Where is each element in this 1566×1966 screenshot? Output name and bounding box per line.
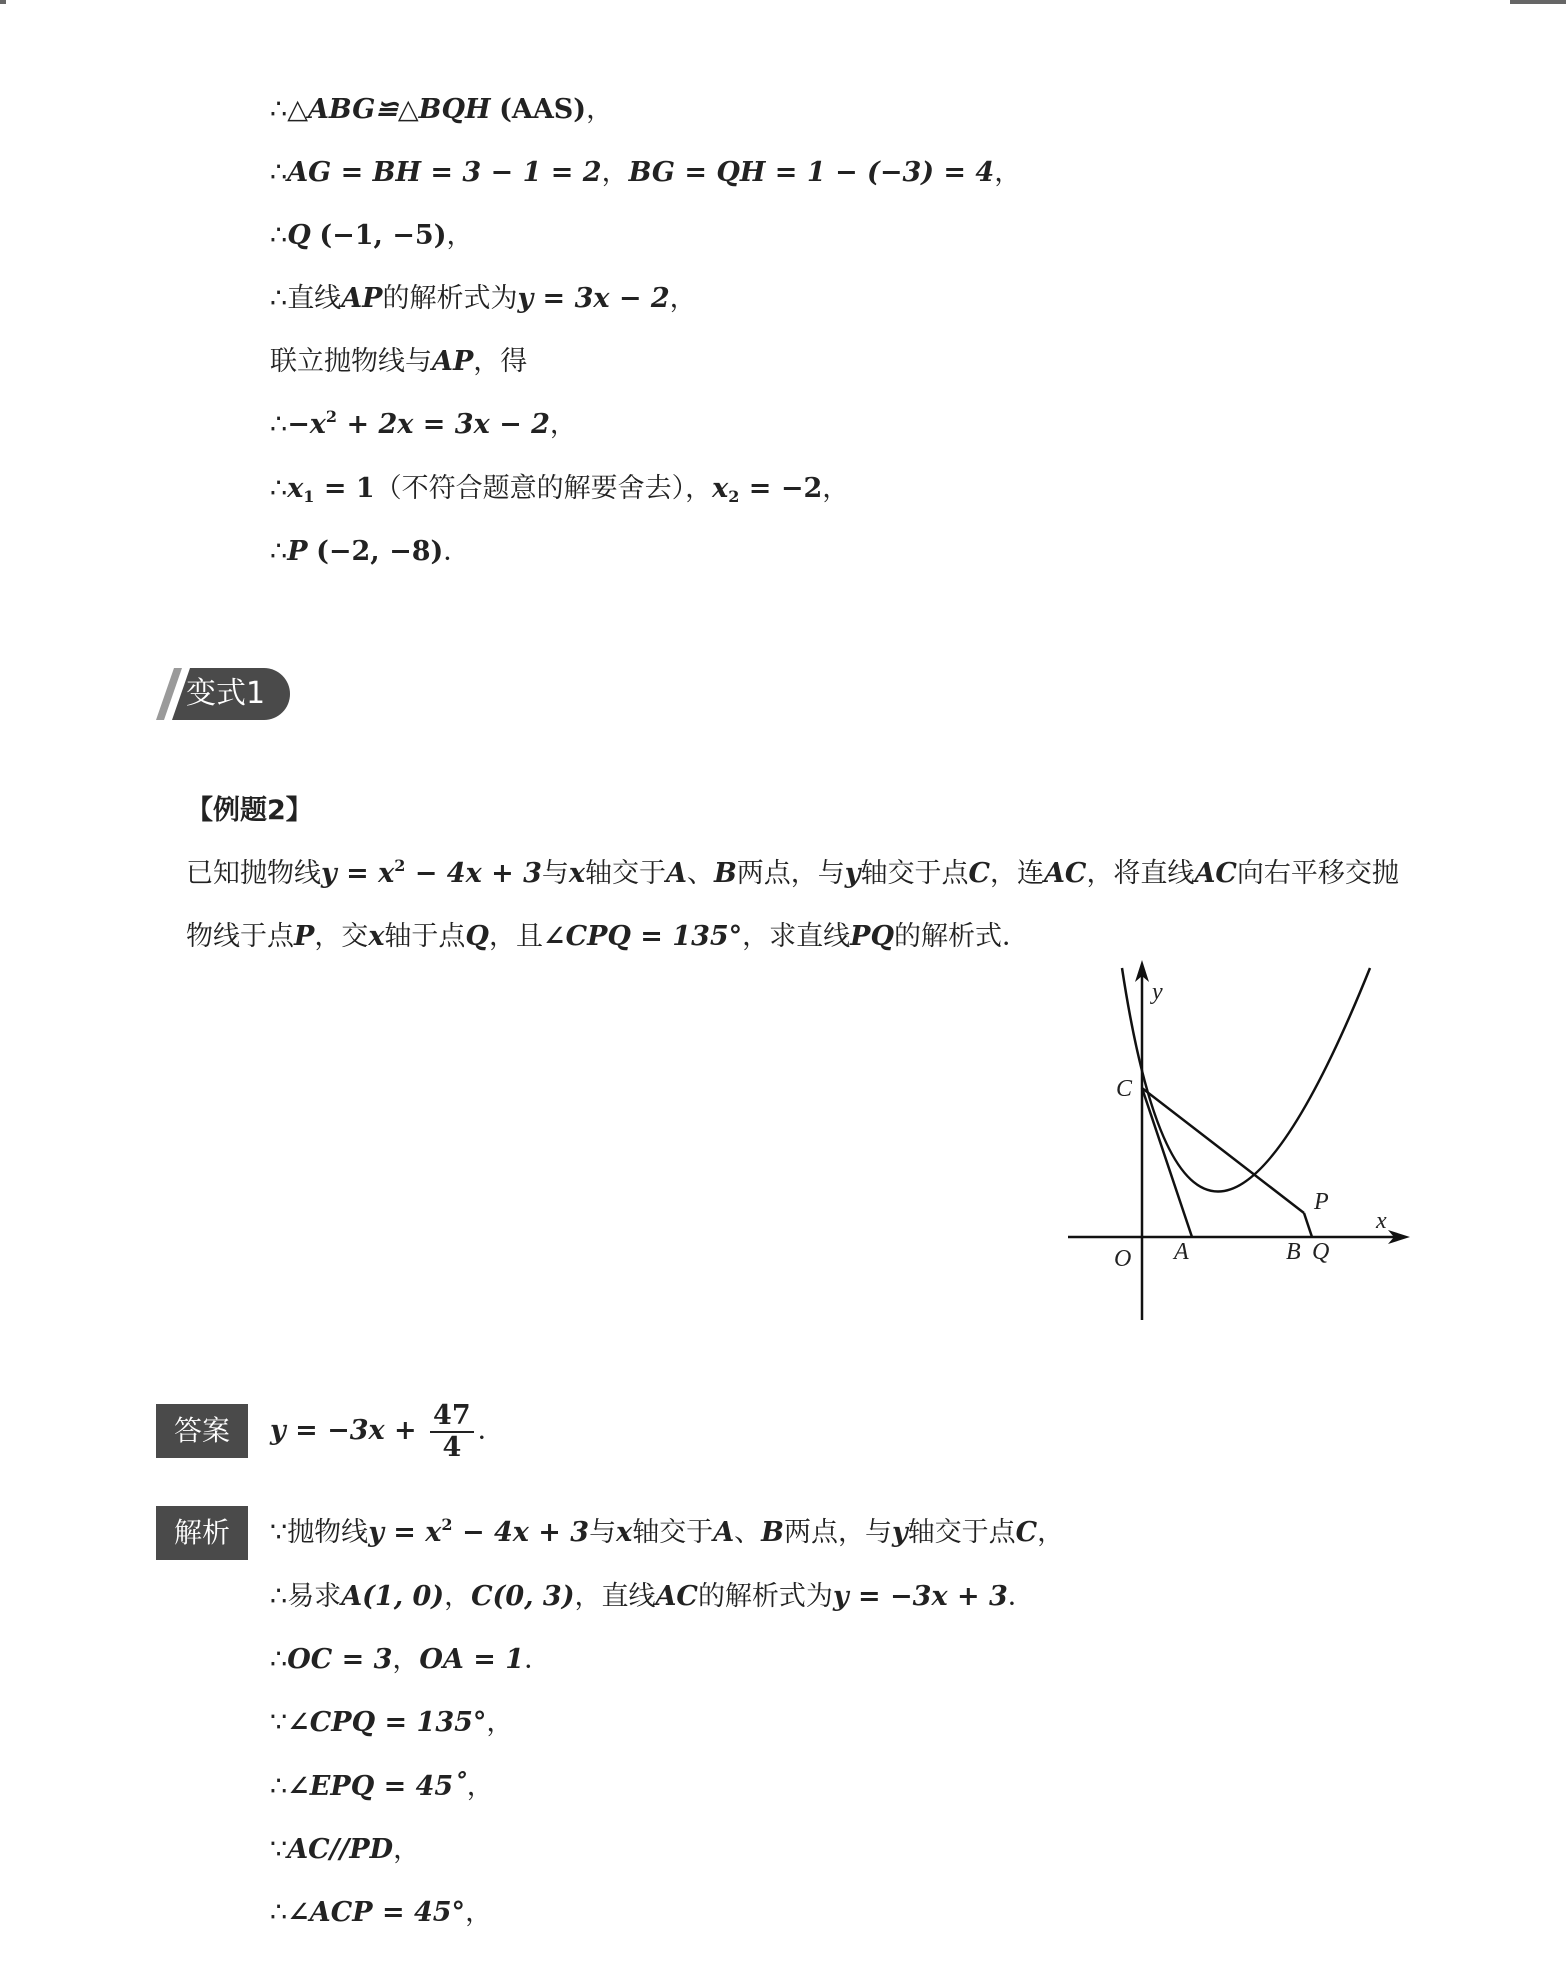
solution-line-6 <box>270 407 577 443</box>
math-expr: (−1, −5) <box>319 220 447 251</box>
problem-line-1: 已知抛物线$y = x^2 - 4x + 3$与x轴交于A、B两点，与y轴交于点C，连AC，将直线AC向右平移交抛 <box>186 856 1399 889</box>
punctuation: ， <box>446 220 474 251</box>
analysis-label: 解析 <box>156 1506 248 1560</box>
label-q: Q <box>1312 1239 1330 1265</box>
problem-line-2: 物线于点P，交x轴于点Q，且∠CPQ = 135°，求直线PQ的解析式． <box>186 921 1029 952</box>
math-expr: AP <box>341 283 383 314</box>
problem-title: 【例题2】 <box>186 795 313 826</box>
therefore-symbol: ∴ <box>270 409 288 440</box>
line-ca <box>1142 1088 1192 1237</box>
punctuation: ， <box>601 157 629 188</box>
math-expr: BG = QH = 1 − (−3) = 4 <box>628 157 995 188</box>
corner-mark-right <box>1510 0 1566 4</box>
text: 的解析式为 <box>382 283 518 314</box>
analysis-line-4: ∵∠CPQ = 135°， <box>270 1707 514 1738</box>
corner-mark-left <box>0 0 6 4</box>
punctuation: ， <box>669 283 697 314</box>
therefore-symbol: ∴ <box>270 157 288 188</box>
punctuation: ， <box>549 409 577 440</box>
math-expr: $-x^2 + 2x = 3x - 2$ <box>287 407 550 440</box>
text: （不符合题意的解要舍去）， <box>374 473 713 504</box>
section-tag <box>156 668 290 720</box>
math-expr: y = 3x − 2 <box>517 283 670 314</box>
solution-line-4 <box>270 281 697 317</box>
section-tag-label: 变式1 <box>186 676 266 711</box>
text: 联立抛物线与 <box>270 346 432 377</box>
line-pq <box>1304 1213 1312 1237</box>
label-b: B <box>1286 1239 1301 1265</box>
math-expr: P <box>287 536 308 567</box>
analysis-line-3: ∴OC = 3，OA = 1． <box>270 1644 552 1675</box>
answer-label: 答案 <box>156 1404 248 1458</box>
punctuation: ， <box>586 94 614 125</box>
text: 直线 <box>287 283 342 314</box>
analysis-line-1: ∵抛物线$y = x^2 - 4x + 3$与x轴交于A、B两点，与y轴交于点C， <box>270 1515 1065 1548</box>
punctuation: ． <box>443 536 471 567</box>
analysis-line-7: ∴∠ACP = 45°， <box>270 1897 493 1928</box>
text: ，得 <box>473 346 528 377</box>
therefore-symbol: ∴ <box>270 283 288 314</box>
solution-line-7 <box>270 471 849 507</box>
answer-fraction: $\frac{47}{4}$ <box>430 1401 474 1463</box>
line-cp <box>1142 1088 1304 1213</box>
answer-expression: y = −3x + $\frac{47}{4}$ ． <box>270 1399 505 1463</box>
math-expr: $x_2 = -2$ <box>712 473 823 506</box>
therefore-symbol: ∴ <box>270 220 288 251</box>
math-expr: △ABG≌△BQH <box>287 94 491 125</box>
therefore-symbol: ∴ <box>270 473 288 504</box>
label-y: y <box>1152 979 1163 1005</box>
solution-line-5 <box>270 344 527 380</box>
math-expr: (−2, −8) <box>316 536 444 567</box>
solution-line-3 <box>270 218 473 254</box>
therefore-symbol: ∴ <box>270 94 288 125</box>
math-expr: $x_1 = 1$ <box>287 473 375 506</box>
parabola-figure <box>1060 960 1420 1330</box>
math-expr: AG = BH = 3 − 1 = 2 <box>287 157 602 188</box>
analysis-line-5: ∴∠EPQ = 45˚， <box>270 1771 494 1802</box>
label-x: x <box>1376 1208 1387 1234</box>
math-expr: AP <box>432 346 474 377</box>
label-c: C <box>1116 1076 1133 1102</box>
solution-line-8 <box>270 534 470 570</box>
therefore-symbol: ∴ <box>270 536 288 567</box>
math-expr: Q <box>287 220 311 251</box>
solution-line-1 <box>270 92 613 128</box>
solution-line-2 <box>270 155 1021 191</box>
analysis-line-2: ∴易求A(1, 0)，C(0, 3)，直线AC的解析式为y = −3x + 3． <box>270 1581 1035 1612</box>
punctuation: ， <box>994 157 1022 188</box>
label-p: P <box>1314 1189 1329 1215</box>
punctuation: ， <box>822 473 850 504</box>
label-o: O <box>1114 1246 1132 1272</box>
analysis-line-6: ∵AC//PD， <box>270 1834 421 1865</box>
label-a: A <box>1174 1239 1189 1265</box>
math-expr: (AAS) <box>499 94 587 125</box>
